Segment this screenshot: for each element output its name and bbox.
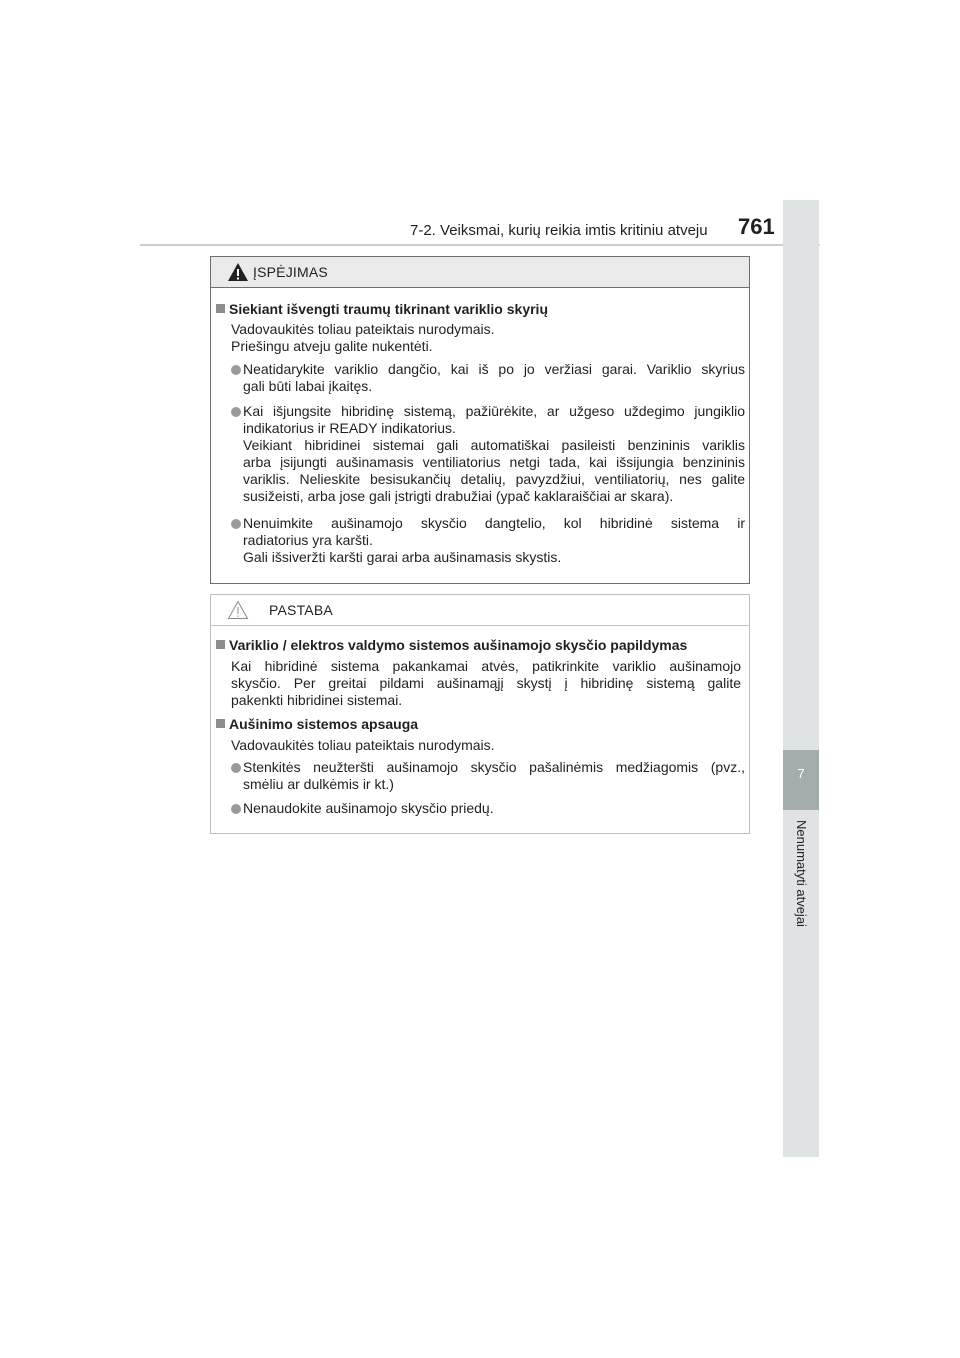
- note-heading: Variklio / elektros valdymo sistemos aušinamojo skysčio papildymas: [216, 637, 687, 654]
- chapter-number: 7: [797, 766, 805, 781]
- note-label: PASTABA: [269, 602, 333, 618]
- warning-bullet: Nenuimkite aušinamojo skysčio dangtelio, kol hibridinė sistema ir radiatorius yra karšti. Gali išsiveržti karšti garai arba aušinamasis skystis.: [231, 515, 745, 566]
- note-bullet: Nenaudokite aušinamojo skysčio priedų.: [231, 800, 745, 817]
- note-paragraph: Kai hibridinė sistema pakankamai atvės, patikrinkite variklio aušinamojo skysčio. Per greitai pildami aušinamąjį skystį į hibridinę sistemą galite pakenkti hibridinei sistemai.: [231, 658, 741, 708]
- header-rule: [140, 244, 820, 246]
- square-bullet-icon: [216, 304, 225, 313]
- warning-bullet: Neatidarykite variklio dangčio, kai iš po jo veržiasi garai. Variklio skyrius gali būti labai įkaitęs.: [231, 361, 745, 395]
- bullet-dot-icon: [231, 365, 241, 375]
- caution-triangle-icon: [227, 600, 249, 620]
- section-title: 7-2. Veiksmai, kurių reikia imtis kritiniu atveju: [410, 222, 708, 239]
- warning-triangle-icon: [227, 262, 249, 282]
- note-box: [210, 594, 750, 834]
- bullet-dot-icon: [231, 763, 241, 773]
- page-number: 761: [738, 214, 775, 239]
- square-bullet-icon: [216, 719, 225, 728]
- warning-bullet: Kai išjungsite hibridinę sistemą, pažiūrėkite, ar užgeso uždegimo jungiklio indikatorius ir READY indikatorius. Veikiant hibridinei sistemai gali automatiškai pasileisti benzininis variklis arba įsijungti aušinamasis ventiliatorius netgi tada, kai išsijungia benzininis variklis. Nelieskite besisukančių detalių, pavyzdžiui, ventiliatorių, nes galite susižeisti, arba jose gali įstrigti drabužiai (ypač kaklaraiščiai ar skara).: [231, 403, 745, 505]
- note-bullet: Stenkitės neužteršti aušinamojo skysčio pašalinėmis medžiagomis (pvz., smėliu ar dulkėmis ir kt.): [231, 759, 745, 793]
- bullet-dot-icon: [231, 804, 241, 814]
- note-header: [211, 595, 749, 626]
- bullet-dot-icon: [231, 519, 241, 529]
- chapter-label: Nenumatyti atvejai: [794, 820, 809, 927]
- note-intro: Vadovaukitės toliau pateiktais nurodymais.: [231, 737, 495, 753]
- square-bullet-icon: [216, 640, 225, 649]
- chapter-side-tab: [783, 200, 819, 1157]
- warning-label: ĮSPĖJIMAS: [253, 264, 328, 280]
- note-heading: Aušinimo sistemos apsauga: [216, 716, 418, 733]
- warning-heading: Siekiant išvengti traumų tikrinant variklio skyrių: [216, 301, 548, 318]
- bullet-dot-icon: [231, 407, 241, 417]
- warning-intro: Vadovaukitės toliau pateiktais nurodymais. Priešingu atveju galite nukentėti.: [231, 321, 495, 354]
- warning-header: [211, 257, 749, 288]
- warning-box: [210, 256, 750, 584]
